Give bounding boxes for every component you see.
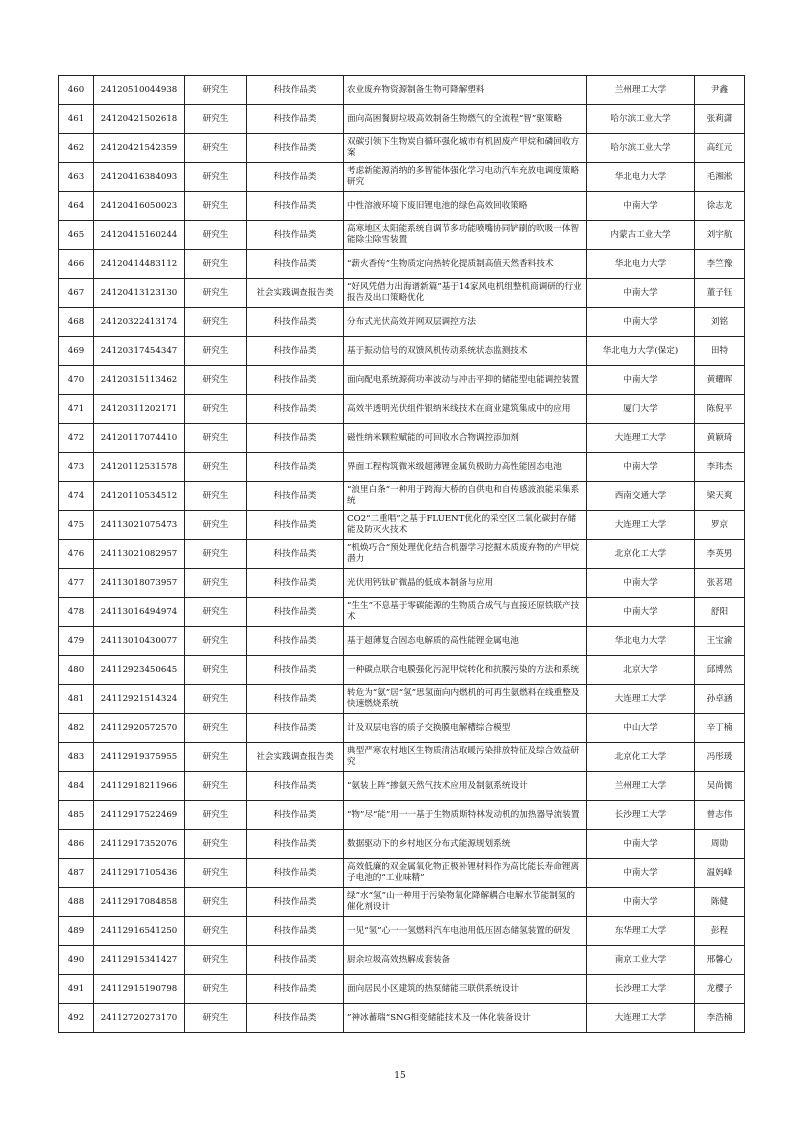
- table-row: [59, 511, 745, 540]
- entry-category: 科技作品类: [247, 598, 344, 627]
- entry-category: 科技作品类: [247, 685, 344, 714]
- author-name: 邢馨心: [695, 946, 745, 975]
- table-row: [59, 105, 745, 134]
- student-id: 24120413123130: [94, 279, 185, 308]
- table-row: [59, 395, 745, 424]
- entry-category: 科技作品类: [247, 511, 344, 540]
- entry-category: 科技作品类: [247, 482, 344, 511]
- table-row: [59, 337, 745, 366]
- entry-category: 科技作品类: [247, 192, 344, 221]
- project-title: “氨装上阵”掺氨天然气技术应用及制氨系统设计: [344, 772, 587, 801]
- table-row: [59, 482, 745, 511]
- project-title: 高效半透明光伏组件银纳米线技术在商业建筑集成中的应用: [344, 395, 587, 424]
- student-id: 24120415160244: [94, 221, 185, 250]
- row-number: 479: [59, 627, 94, 656]
- student-id: 24112916541250: [94, 917, 185, 946]
- row-number: 470: [59, 366, 94, 395]
- author-name: 徐志龙: [695, 192, 745, 221]
- entry-category: 科技作品类: [247, 888, 344, 917]
- row-number: 480: [59, 656, 94, 685]
- university: 大连理工大学: [587, 685, 695, 714]
- author-name: 邱博然: [695, 656, 745, 685]
- entry-category: 科技作品类: [247, 105, 344, 134]
- author-name: 罗京: [695, 511, 745, 540]
- university: 内蒙古工业大学: [587, 221, 695, 250]
- entry-category: 科技作品类: [247, 917, 344, 946]
- student-type: 研究生: [185, 308, 247, 337]
- student-type: 研究生: [185, 395, 247, 424]
- author-name: 李竺豫: [695, 250, 745, 279]
- table-row: [59, 656, 745, 685]
- student-id: 24120421502618: [94, 105, 185, 134]
- student-id: 24112921514324: [94, 685, 185, 714]
- student-type: 研究生: [185, 163, 247, 192]
- entry-category: 科技作品类: [247, 221, 344, 250]
- student-type: 研究生: [185, 366, 247, 395]
- student-id: 24113016494974: [94, 598, 185, 627]
- project-title: ”神冰蓄瑞“SNG相变储能技术及一体化装备设计: [344, 1004, 587, 1033]
- author-name: 高红元: [695, 134, 745, 163]
- author-name: 刘宇航: [695, 221, 745, 250]
- project-title: 高寒地区太阳能系统自调节多功能喷嘴协同铲刷的吹吸一体智能除尘除雪装置: [344, 221, 587, 250]
- table-row: [59, 221, 745, 250]
- university: 厦门大学: [587, 395, 695, 424]
- project-title: 面向居民小区建筑的热泵储能三联供系统设计: [344, 975, 587, 1004]
- student-id: 24112917084858: [94, 888, 185, 917]
- table-row: [59, 1004, 745, 1033]
- university: 中南大学: [587, 830, 695, 859]
- university: 大连理工大学: [587, 1004, 695, 1033]
- university: 大连理工大学: [587, 511, 695, 540]
- university: 中南大学: [587, 366, 695, 395]
- university: 华北电力大学: [587, 250, 695, 279]
- project-title: 一种碳点联合电膜强化污泥甲烷转化和抗膜污染的方法和系统: [344, 656, 587, 685]
- student-id: 24120416050023: [94, 192, 185, 221]
- student-type: 研究生: [185, 714, 247, 743]
- student-type: 研究生: [185, 192, 247, 221]
- table-row: [59, 366, 745, 395]
- table-body: [59, 76, 745, 1033]
- university: 北京化工大学: [587, 540, 695, 569]
- entry-category: 科技作品类: [247, 656, 344, 685]
- entry-category: 科技作品类: [247, 395, 344, 424]
- university: 兰州理工大学: [587, 772, 695, 801]
- author-name: 李浩楠: [695, 1004, 745, 1033]
- row-number: 461: [59, 105, 94, 134]
- university: 哈尔滨工业大学: [587, 134, 695, 163]
- student-type: 研究生: [185, 627, 247, 656]
- student-type: 研究生: [185, 743, 247, 772]
- row-number: 485: [59, 801, 94, 830]
- project-title: 面向配电系统源荷功率波动与冲击平抑的储能型电能调控装置: [344, 366, 587, 395]
- entry-category: 科技作品类: [247, 250, 344, 279]
- student-id: 24120315113462: [94, 366, 185, 395]
- author-name: 曾志伟: [695, 801, 745, 830]
- row-number: 473: [59, 453, 94, 482]
- author-name: 董子钰: [695, 279, 745, 308]
- university: 东华理工大学: [587, 917, 695, 946]
- row-number: 467: [59, 279, 94, 308]
- student-type: 研究生: [185, 598, 247, 627]
- entry-category: 科技作品类: [247, 540, 344, 569]
- project-title: 农业废弃物资源制备生物可降解塑料: [344, 76, 587, 105]
- student-type: 研究生: [185, 250, 247, 279]
- author-name: 张茗珺: [695, 569, 745, 598]
- student-type: 研究生: [185, 134, 247, 163]
- project-list-table: [58, 75, 745, 1033]
- table-row: [59, 569, 745, 598]
- university: 长沙理工大学: [587, 801, 695, 830]
- row-number: 465: [59, 221, 94, 250]
- table-row: [59, 453, 745, 482]
- author-name: 李英男: [695, 540, 745, 569]
- project-title: 面向高困餐厨垃圾高效制备生物燃气的全流程“智”驱策略: [344, 105, 587, 134]
- student-id: 24113018073957: [94, 569, 185, 598]
- table-row: [59, 714, 745, 743]
- table-row: [59, 134, 745, 163]
- entry-category: 科技作品类: [247, 76, 344, 105]
- university: 华北电力大学: [587, 627, 695, 656]
- table-row: [59, 975, 745, 1004]
- student-type: 研究生: [185, 975, 247, 1004]
- table-row: [59, 830, 745, 859]
- student-type: 研究生: [185, 424, 247, 453]
- author-name: 张莉潇: [695, 105, 745, 134]
- table-row: [59, 743, 745, 772]
- student-type: 研究生: [185, 830, 247, 859]
- student-type: 研究生: [185, 685, 247, 714]
- project-title: 双碳引领下生物炭自循环强化城市有机固废产甲烷和磷回收方案: [344, 134, 587, 163]
- table-row: [59, 917, 745, 946]
- student-id: 24112917352076: [94, 830, 185, 859]
- entry-category: 科技作品类: [247, 453, 344, 482]
- university: 中山大学: [587, 714, 695, 743]
- student-type: 研究生: [185, 482, 247, 511]
- row-number: 466: [59, 250, 94, 279]
- author-name: 彭程: [695, 917, 745, 946]
- project-title: 典型严寒农村地区生物质清洁取暖污染排放特征及综合效益研究: [344, 743, 587, 772]
- table-row: [59, 192, 745, 221]
- row-number: 462: [59, 134, 94, 163]
- university: 长沙理工大学: [587, 975, 695, 1004]
- row-number: 492: [59, 1004, 94, 1033]
- project-title: 数据驱动下的乡村地区分布式能源规划系统: [344, 830, 587, 859]
- table-row: [59, 279, 745, 308]
- student-id: 24120414483112: [94, 250, 185, 279]
- table-row: [59, 424, 745, 453]
- university: 中南大学: [587, 569, 695, 598]
- entry-category: 科技作品类: [247, 714, 344, 743]
- row-number: 482: [59, 714, 94, 743]
- project-title: “薪火香传”生物质定向热转化提质制高值天然香料技术: [344, 250, 587, 279]
- student-type: 研究生: [185, 279, 247, 308]
- row-number: 474: [59, 482, 94, 511]
- student-id: 24113010430077: [94, 627, 185, 656]
- university: 大连理工大学: [587, 424, 695, 453]
- project-title: 计及双层电容的质子交换膜电解槽综合模型: [344, 714, 587, 743]
- entry-category: 科技作品类: [247, 366, 344, 395]
- page-number: 15: [394, 1071, 406, 1081]
- row-number: 471: [59, 395, 94, 424]
- project-title: 考虑新能源消纳的多智能体强化学习电动汽车充放电调度策略研究: [344, 163, 587, 192]
- university: 中南大学: [587, 192, 695, 221]
- university: 中南大学: [587, 453, 695, 482]
- student-id: 24120322413174: [94, 308, 185, 337]
- author-name: 黄耀晖: [695, 366, 745, 395]
- student-id: 24112915190798: [94, 975, 185, 1004]
- university: 中南大学: [587, 279, 695, 308]
- student-id: 24120112531578: [94, 453, 185, 482]
- row-number: 489: [59, 917, 94, 946]
- student-type: 研究生: [185, 859, 247, 888]
- entry-category: 科技作品类: [247, 337, 344, 366]
- table-row: [59, 250, 745, 279]
- row-number: 472: [59, 424, 94, 453]
- student-type: 研究生: [185, 221, 247, 250]
- student-id: 24112720273170: [94, 1004, 185, 1033]
- project-title: 绿”水“氢”山一种用于污染物氧化降解耦合电解水节能制氢的催化剂设计: [344, 888, 587, 917]
- student-type: 研究生: [185, 888, 247, 917]
- row-number: 487: [59, 859, 94, 888]
- row-number: 491: [59, 975, 94, 1004]
- project-title: 高效低廉的双金属氧化物正极补锂材料作为高比能长寿命锂离子电池的“工业味精”: [344, 859, 587, 888]
- student-type: 研究生: [185, 772, 247, 801]
- table-row: [59, 888, 745, 917]
- university: 哈尔滨工业大学: [587, 105, 695, 134]
- row-number: 483: [59, 743, 94, 772]
- entry-category: 科技作品类: [247, 569, 344, 598]
- table-row: [59, 685, 745, 714]
- entry-category: 科技作品类: [247, 946, 344, 975]
- author-name: 陈健: [695, 888, 745, 917]
- table-row: [59, 801, 745, 830]
- project-title: “生生”不息基于零碳能源的生物质合成气与直接还原铁联产技术: [344, 598, 587, 627]
- student-id: 24112917522469: [94, 801, 185, 830]
- author-name: 王宝渝: [695, 627, 745, 656]
- row-number: 468: [59, 308, 94, 337]
- entry-category: 科技作品类: [247, 859, 344, 888]
- university: 华北电力大学(保定): [587, 337, 695, 366]
- author-name: 周勋: [695, 830, 745, 859]
- project-title: 分布式光伏高效并网双层调控方法: [344, 308, 587, 337]
- table-row: [59, 540, 745, 569]
- project-title: CO2“二重唱”之基于FLUENT优化的采空区二氧化碳封存储能及防灭火技术: [344, 511, 587, 540]
- project-title: “物”尽“能”用一一基于生物质斯特林发动机的加热器导流装置: [344, 801, 587, 830]
- project-title: 转危为“氨”居“氢”思氢面向内燃机的可再生氨燃料在线重整及快速燃烧系统: [344, 685, 587, 714]
- student-id: 24112920572570: [94, 714, 185, 743]
- student-type: 研究生: [185, 656, 247, 685]
- student-type: 研究生: [185, 540, 247, 569]
- student-id: 24120317454347: [94, 337, 185, 366]
- entry-category: 科技作品类: [247, 801, 344, 830]
- project-title: 磁性纳米颗粒赋能的可回收水合物调控添加剂: [344, 424, 587, 453]
- row-number: 490: [59, 946, 94, 975]
- university: 西南交通大学: [587, 482, 695, 511]
- university: 中南大学: [587, 859, 695, 888]
- table-row: [59, 598, 745, 627]
- student-type: 研究生: [185, 801, 247, 830]
- table-row: [59, 772, 745, 801]
- project-title: 基于振动信号的双馈风机传动系统状态监测技术: [344, 337, 587, 366]
- student-id: 24120421542359: [94, 134, 185, 163]
- author-name: 辛丁楠: [695, 714, 745, 743]
- entry-category: 科技作品类: [247, 424, 344, 453]
- row-number: 488: [59, 888, 94, 917]
- student-id: 24112919375955: [94, 743, 185, 772]
- student-type: 研究生: [185, 105, 247, 134]
- university: 中南大学: [587, 308, 695, 337]
- table-row: [59, 308, 745, 337]
- student-type: 研究生: [185, 1004, 247, 1033]
- row-number: 463: [59, 163, 94, 192]
- row-number: 464: [59, 192, 94, 221]
- row-number: 469: [59, 337, 94, 366]
- table-row: [59, 163, 745, 192]
- author-name: 冯彤瑗: [695, 743, 745, 772]
- author-name: 舒阳: [695, 598, 745, 627]
- table-row: [59, 76, 745, 105]
- entry-category: 科技作品类: [247, 772, 344, 801]
- university: 北京大学: [587, 656, 695, 685]
- student-type: 研究生: [185, 453, 247, 482]
- table-row: [59, 627, 745, 656]
- university: 兰州理工大学: [587, 76, 695, 105]
- entry-category: 科技作品类: [247, 627, 344, 656]
- row-number: 477: [59, 569, 94, 598]
- row-number: 476: [59, 540, 94, 569]
- student-id: 24112918211966: [94, 772, 185, 801]
- table-row: [59, 859, 745, 888]
- student-id: 24120510044938: [94, 76, 185, 105]
- author-name: 吴尚儒: [695, 772, 745, 801]
- project-title: 一见“氢”心一一氢燃料汽车电池用低压固态储氢装置的研发: [344, 917, 587, 946]
- project-title: 光伏用钙钛矿微晶的低成本制备与应用: [344, 569, 587, 598]
- author-name: 李玮杰: [695, 453, 745, 482]
- entry-category: 科技作品类: [247, 308, 344, 337]
- entry-category: 社会实践调查报告类: [247, 743, 344, 772]
- student-id: 24120416384093: [94, 163, 185, 192]
- student-type: 研究生: [185, 917, 247, 946]
- entry-category: 科技作品类: [247, 830, 344, 859]
- author-name: 温妈峰: [695, 859, 745, 888]
- row-number: 478: [59, 598, 94, 627]
- author-name: 龙樱子: [695, 975, 745, 1004]
- author-name: 孙卓涵: [695, 685, 745, 714]
- project-title: ”机焕巧合“预处理优化结合机器学习挖掘木质废弃物的产甲烷潜力: [344, 540, 587, 569]
- row-number: 475: [59, 511, 94, 540]
- author-name: 陈倪平: [695, 395, 745, 424]
- project-title: 中性溶液环境下废旧锂电池的绿色高效回收策略: [344, 192, 587, 221]
- author-name: 尹鑫: [695, 76, 745, 105]
- project-title: 厨余垃圾高效热解成套装备: [344, 946, 587, 975]
- university: 北京化工大学: [587, 743, 695, 772]
- author-name: 毛湘淞: [695, 163, 745, 192]
- university: 南京工业大学: [587, 946, 695, 975]
- entry-category: 社会实践调查报告类: [247, 279, 344, 308]
- row-number: 481: [59, 685, 94, 714]
- author-name: 黄颖琦: [695, 424, 745, 453]
- student-id: 24112923450645: [94, 656, 185, 685]
- entry-category: 科技作品类: [247, 1004, 344, 1033]
- row-number: 484: [59, 772, 94, 801]
- author-name: 田特: [695, 337, 745, 366]
- entry-category: 科技作品类: [247, 134, 344, 163]
- university: 中南大学: [587, 888, 695, 917]
- project-title: “浪里白条”一种用于跨海大桥的自供电和自传感波浪能采集系统: [344, 482, 587, 511]
- student-id: 24113021075473: [94, 511, 185, 540]
- student-id: 24112915341427: [94, 946, 185, 975]
- row-number: 486: [59, 830, 94, 859]
- project-title: 界面工程构筑微米级超薄锂金属负极助力高性能固态电池: [344, 453, 587, 482]
- row-number: 460: [59, 76, 94, 105]
- student-type: 研究生: [185, 511, 247, 540]
- student-type: 研究生: [185, 946, 247, 975]
- university: 华北电力大学: [587, 163, 695, 192]
- project-title: “好风凭借力出海谱新篇”基于14家风电机组整机商调研的行业报告及出口策略优化: [344, 279, 587, 308]
- student-type: 研究生: [185, 569, 247, 598]
- student-id: 24120311202171: [94, 395, 185, 424]
- student-type: 研究生: [185, 337, 247, 366]
- entry-category: 科技作品类: [247, 163, 344, 192]
- author-name: 刘铭: [695, 308, 745, 337]
- university: 中南大学: [587, 598, 695, 627]
- project-title: 基于超薄复合固态电解质的高性能锂金属电池: [344, 627, 587, 656]
- student-id: 24120117074410: [94, 424, 185, 453]
- table-row: [59, 946, 745, 975]
- author-name: 梁天爽: [695, 482, 745, 511]
- student-id: 24120110534512: [94, 482, 185, 511]
- student-type: 研究生: [185, 76, 247, 105]
- student-id: 24113021082957: [94, 540, 185, 569]
- entry-category: 科技作品类: [247, 975, 344, 1004]
- student-id: 24112917105436: [94, 859, 185, 888]
